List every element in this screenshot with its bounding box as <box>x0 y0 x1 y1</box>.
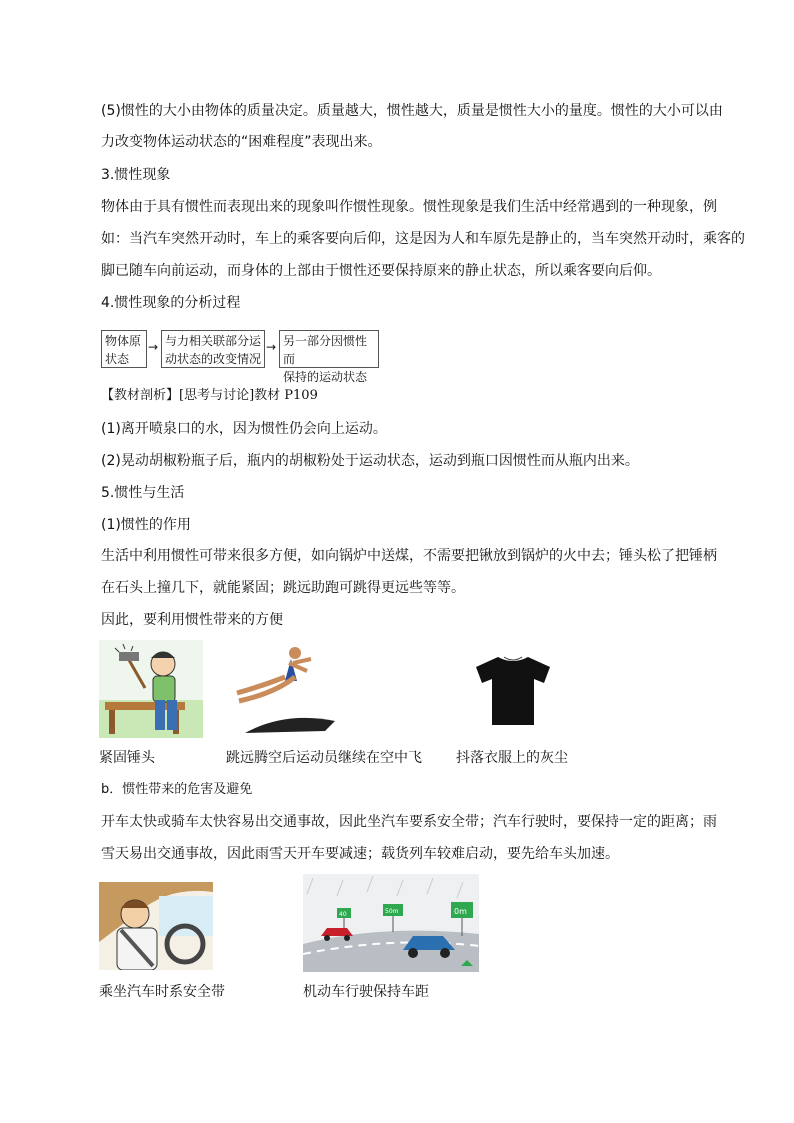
textbook-note: 【教材剖析】[思考与讨论]教材 P109 <box>101 388 318 403</box>
caption-hammer: 紧固锤头 <box>99 750 155 766</box>
flow-box2-line2: 动状态的改变情况 <box>165 352 262 366</box>
para1-line1: (5)惯性的大小由物体的质量决定。质量越大，惯性越大，质量是惯性大小的量度。惯性的大小可以由 <box>101 103 723 119</box>
flow-box-initial-state <box>101 330 147 368</box>
flow-box1-line2: 状态 <box>105 352 130 366</box>
car-distance-illustration <box>303 874 479 972</box>
sub-heading-b: b．惯性带来的危害及避免 <box>101 782 253 797</box>
sub-heading-1: (1)惯性的作用 <box>101 517 191 533</box>
flow-box-force-change <box>161 330 265 368</box>
flow-arrow-icon: → <box>148 340 159 354</box>
caption-seatbelt: 乘坐汽车时系安全带 <box>99 984 225 1000</box>
hammer-illustration <box>99 640 203 738</box>
para4-line1: 开车太快或骑车太快容易出交通事故，因此坐汽车要系安全带；汽车行驶时，要保持一定的距离；雨 <box>101 814 717 830</box>
caption-car-distance: 机动车行驶保持车距 <box>303 984 429 1000</box>
sign-label-2: 50m <box>385 908 399 915</box>
seatbelt-illustration <box>99 882 213 970</box>
caption-long-jump: 跳远腾空后运动员继续在空中飞 <box>226 750 422 766</box>
para2-line1: 物体由于具有惯性而表现出来的现象叫作惯性现象。惯性现象是我们生活中经常遇到的一种现象，例 <box>101 199 717 215</box>
flow-box-inertia-state <box>279 330 379 384</box>
heading-5: 5.惯性与生活 <box>101 485 185 501</box>
para1-line2: 力改变物体运动状态的“困难程度”表现出来。 <box>101 134 382 150</box>
caption-tshirt: 抖落衣服上的灰尘 <box>456 750 568 766</box>
sign-label-3: 0m <box>454 907 467 916</box>
long-jumper-illustration <box>225 641 343 737</box>
flow-box3-line2: 保持的运动状态 <box>283 370 368 384</box>
note-2: (2)晃动胡椒粉瓶子后，瓶内的胡椒粉处于运动状态，运动到瓶口因惯性而从瓶内出来。 <box>101 453 639 469</box>
flow-arrow-icon: → <box>266 340 277 354</box>
para3-line2: 在石头上撞几下，就能紧固；跳远助跑可跳得更远些等等。 <box>101 580 465 596</box>
flow-box1-line1: 物体原 <box>105 334 142 348</box>
note-1: (1)离开喷泉口的水，因为惯性仍会向上运动。 <box>101 421 387 437</box>
para2-line2: 如：当汽车突然开动时，车上的乘客要向后仰，这是因为人和车原先是静止的，当车突然开动时，乘客的 <box>101 231 745 247</box>
tshirt-illustration <box>470 653 556 727</box>
para3-line1: 生活中利用惯性可带来很多方便，如向锅炉中送煤，不需要把锹放到锅炉的火中去；锤头松了把锤柄 <box>101 548 717 564</box>
sign-label-1: 40 <box>339 911 347 918</box>
para2-line3: 脚已随车向前运动，而身体的上部由于惯性还要保持原来的静止状态，所以乘客要向后仰。 <box>101 263 661 279</box>
flow-box3-line1: 另一部分因惯性而 <box>283 334 368 366</box>
flow-box2-line1: 与力相关联部分运 <box>165 334 262 348</box>
use-intro: 因此，要利用惯性带来的方便 <box>101 612 283 628</box>
heading-4: 4.惯性现象的分析过程 <box>101 295 241 311</box>
heading-3: 3.惯性现象 <box>101 167 171 183</box>
para4-line2: 雪天易出交通事故，因此雨雪天开车要减速；载货列车较难启动，要先给车头加速。 <box>101 846 619 862</box>
